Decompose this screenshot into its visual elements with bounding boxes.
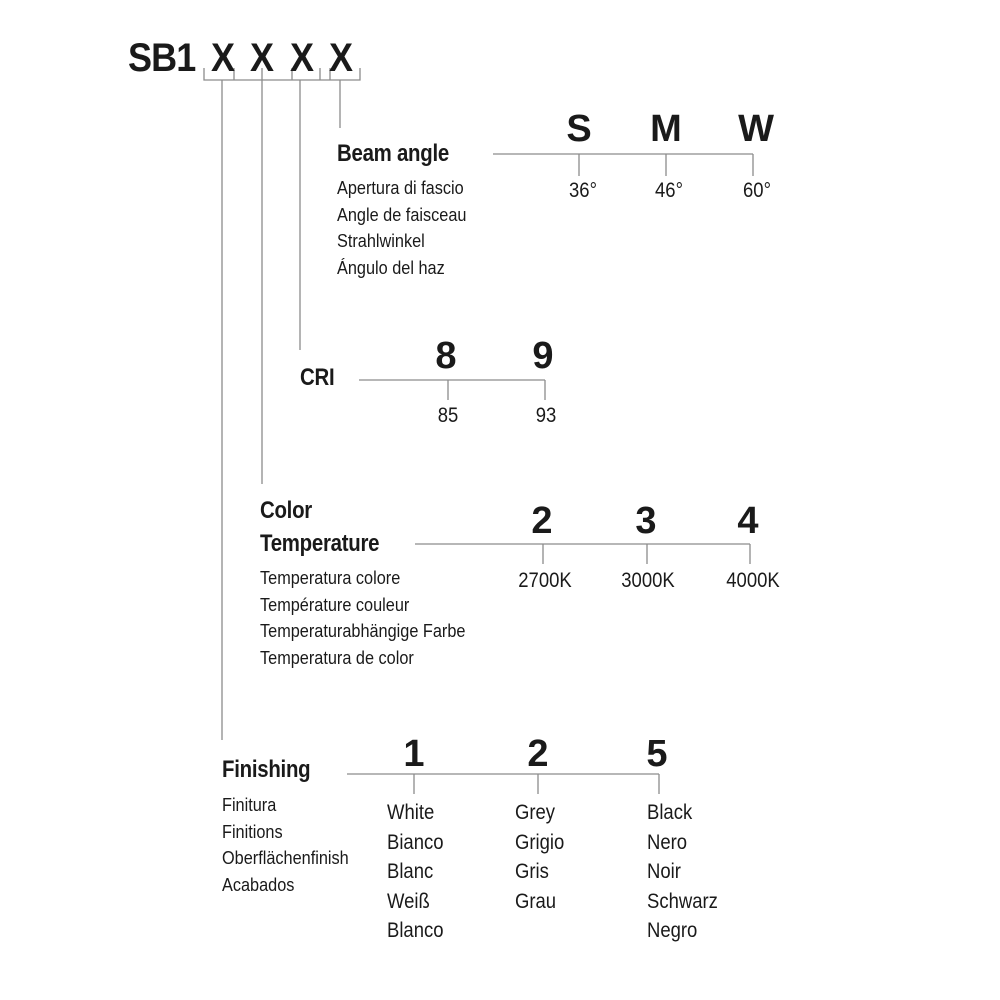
translation: Strahlwinkel <box>337 230 425 251</box>
ct-option-code: 4 <box>737 500 759 542</box>
translation: Acabados <box>222 873 295 895</box>
finishing-value: Grey <box>515 801 556 824</box>
ct-option-code: 2 <box>531 500 553 542</box>
cri-option-code: 8 <box>435 335 457 377</box>
ct-option-value: 3000K <box>621 569 675 592</box>
finishing-option-code: 1 <box>403 733 425 775</box>
finishing-value: Black <box>647 801 693 824</box>
ct-option-code: 3 <box>635 500 657 542</box>
beam-angle-title: Beam angle <box>337 140 449 167</box>
translation: Finitions <box>222 820 283 842</box>
translation: Temperaturabhängige Farbe <box>260 620 466 641</box>
cri-option-code: 9 <box>532 335 554 377</box>
translation: Température couleur <box>260 593 410 615</box>
finishing-title: Finishing <box>222 756 311 783</box>
translation: Oberflächenfinish <box>222 847 349 868</box>
translation: Temperatura de color <box>260 646 414 668</box>
finishing-value: Blanco <box>387 919 444 942</box>
code-slot-beam-angle: X <box>329 36 354 80</box>
beam-option-value: 46° <box>655 179 683 202</box>
ct-option-value: 4000K <box>726 569 780 592</box>
finishing-translations <box>222 792 349 898</box>
finishing-value: Weiß <box>387 889 430 913</box>
beam-angle-translations <box>337 175 466 281</box>
color-temperature-translations <box>260 565 465 671</box>
beam-option-code: W <box>738 108 774 150</box>
finishing-option-code: 5 <box>646 733 668 775</box>
code-slot-finishing: X <box>211 36 236 80</box>
beam-option-value: 60° <box>743 179 771 202</box>
translation: Angle de faisceau <box>337 203 467 225</box>
finishing-value: Schwarz <box>647 889 718 913</box>
finishing-value: Negro <box>647 919 698 942</box>
finishing-value: Nero <box>647 830 688 854</box>
translation: Apertura di fascio <box>337 177 464 198</box>
translation: Ángulo del haz <box>337 256 445 278</box>
code-slot-color-temperature: X <box>250 36 275 80</box>
cri-option-value: 93 <box>535 404 557 427</box>
ct-option-value: 2700K <box>518 569 572 592</box>
finishing-value: Grigio <box>515 830 565 854</box>
color-temperature-title-line1: Color <box>260 497 312 524</box>
finishing-values-black <box>647 798 718 946</box>
translation: Temperatura colore <box>260 567 401 588</box>
beam-option-code: M <box>650 108 682 150</box>
code-slot-cri: X <box>290 36 315 80</box>
code-prefix: SB1 <box>128 36 196 80</box>
finishing-value: Blanc <box>387 860 434 883</box>
finishing-value: Gris <box>515 860 549 883</box>
beam-option-code: S <box>566 108 592 150</box>
cri-title: CRI <box>300 364 335 391</box>
finishing-value: Noir <box>647 860 681 883</box>
beam-option-value: 36° <box>569 179 597 202</box>
finishing-value: Grau <box>515 889 557 913</box>
finishing-value: White <box>387 801 435 824</box>
color-temperature-title-line2: Temperature <box>260 530 380 557</box>
finishing-value: Bianco <box>387 830 444 854</box>
finishing-values-white <box>387 798 444 946</box>
finishing-values-grey <box>515 798 564 916</box>
translation: Finitura <box>222 794 277 815</box>
cri-option-value: 85 <box>437 404 459 427</box>
finishing-option-code: 2 <box>527 733 549 775</box>
